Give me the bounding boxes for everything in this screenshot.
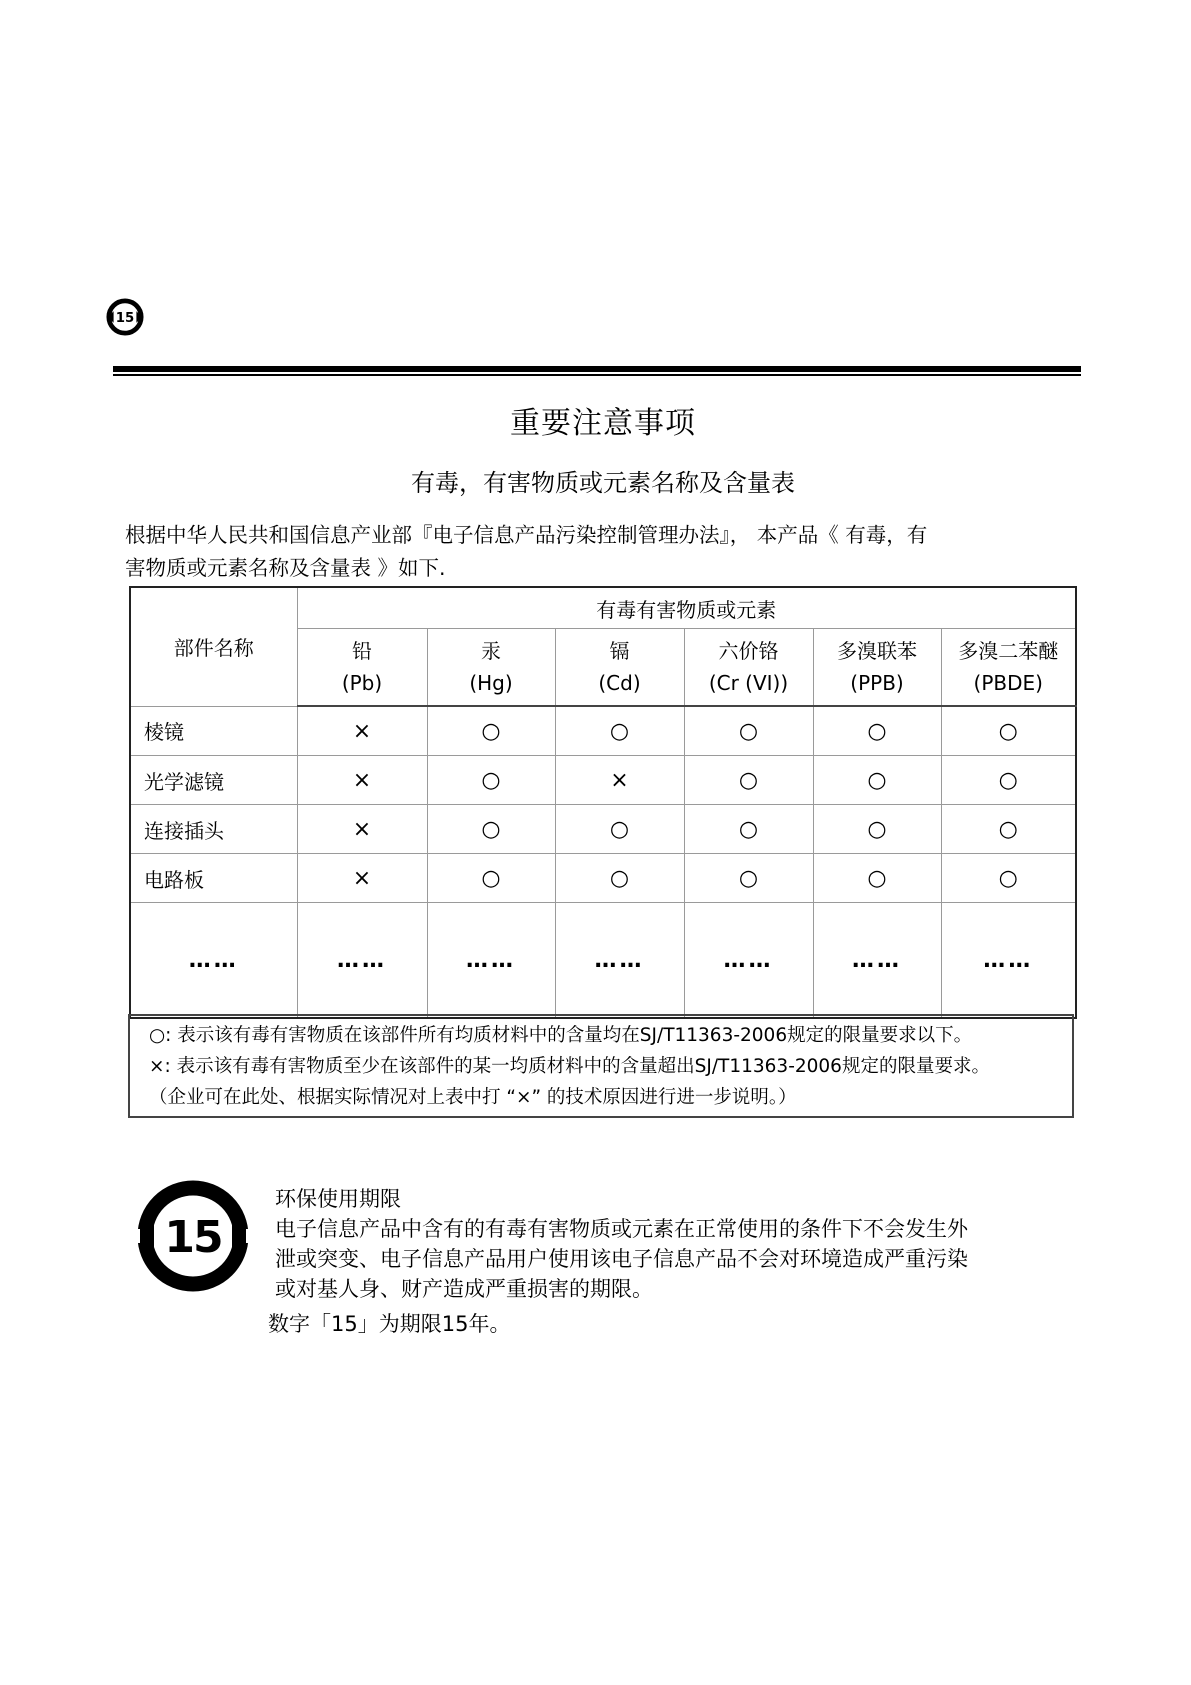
column-header-chromium: 六价铬 (Cr (VI)) [684, 629, 813, 707]
table-cell: ○ [684, 706, 813, 756]
table-cell: ○ [684, 756, 813, 805]
legend-note-remark: （企业可在此处、根据实际情况对上表中打 “×” 的技术原因进行进一步说明。） [149, 1087, 797, 1108]
part-name-header: 部件名称 [130, 587, 297, 706]
small-logo-number: 15 [115, 310, 135, 326]
substance-group-header: 有毒有害物质或元素 [297, 587, 1076, 629]
intro-paragraph [125, 519, 1075, 585]
ellipsis-cell: …… [813, 903, 941, 1019]
intro-line: 害物质或元素名称及含量表 》如下. [125, 556, 446, 580]
table-cell: ○ [813, 706, 941, 756]
environmental-period-text-line: 或对基人身、财产造成严重损害的期限。 [275, 1277, 653, 1301]
part-name-cell: 棱镜 [130, 706, 297, 756]
table-cell: × [297, 805, 427, 854]
part-name-cell: 连接插头 [130, 805, 297, 854]
legend-note-cross: ×: 表示该有毒有害物质至少在该部件的某一均质材料中的含量超出SJ/T11363-2006规定的限量要求。 [149, 1056, 990, 1077]
environmental-period-section [275, 1184, 1075, 1304]
table-row [130, 805, 1076, 854]
table-cell: ○ [941, 756, 1076, 805]
table-cell: ○ [427, 706, 555, 756]
table-cell: ○ [684, 854, 813, 903]
column-header-pbde: 多溴二苯醚 (PBDE) [941, 629, 1076, 707]
header-rule-thick [113, 366, 1081, 372]
column-header-mercury: 汞 (Hg) [427, 629, 555, 707]
ellipsis-cell: …… [130, 903, 297, 1019]
table-row [130, 854, 1076, 903]
years-note: 数字「15」为期限15年。 [268, 1312, 511, 1336]
table-cell: ○ [813, 805, 941, 854]
table-cell: ○ [813, 854, 941, 903]
table-cell: ○ [555, 805, 684, 854]
legend-note-box [128, 1014, 1074, 1118]
ellipsis-cell: …… [427, 903, 555, 1019]
ellipsis-cell: …… [684, 903, 813, 1019]
header-rule-thin [113, 374, 1081, 376]
table-cell: × [555, 756, 684, 805]
environmental-period-logo-small [106, 298, 144, 336]
page-subtitle: 有毒，有害物质或元素名称及含量表 [411, 469, 795, 497]
page-title: 重要注意事项 [510, 406, 696, 441]
legend-note-circle: ○: 表示该有毒有害物质在该部件所有均质材料中的含量均在SJ/T11363-2006规定的限量要求以下。 [149, 1025, 973, 1046]
table-cell: × [297, 854, 427, 903]
big-logo-number: 15 [164, 1212, 222, 1263]
table-cell: ○ [813, 756, 941, 805]
table-cell: ○ [555, 706, 684, 756]
ellipsis-cell: …… [555, 903, 684, 1019]
column-header-ppb: 多溴联苯 (PPB) [813, 629, 941, 707]
table-cell: ○ [941, 805, 1076, 854]
table-cell: ○ [941, 854, 1076, 903]
table-cell: ○ [427, 805, 555, 854]
table-cell: ○ [427, 854, 555, 903]
part-name-cell: 电路板 [130, 854, 297, 903]
table-cell: × [297, 756, 427, 805]
hazardous-substances-table [129, 586, 1077, 1019]
environmental-period-logo [130, 1173, 256, 1299]
ellipsis-cell: …… [941, 903, 1076, 1019]
ellipsis-cell: …… [297, 903, 427, 1019]
table-row [130, 756, 1076, 805]
table-cell: ○ [684, 805, 813, 854]
environmental-period-text-line: 电子信息产品中含有的有毒有害物质或元素在正常使用的条件下不会发生外 [275, 1217, 968, 1241]
intro-line: 根据中华人民共和国信息产业部『电子信息产品污染控制管理办法』， 本产品《 有毒，有 [125, 523, 928, 547]
table-row [130, 706, 1076, 756]
column-header-lead: 铅 (Pb) [297, 629, 427, 707]
environmental-period-title: 环保使用期限 [275, 1187, 401, 1211]
table-cell: ○ [941, 706, 1076, 756]
table-cell: ○ [555, 854, 684, 903]
column-header-cadmium: 镉 (Cd) [555, 629, 684, 707]
table-cell: × [297, 706, 427, 756]
table-cell: ○ [427, 756, 555, 805]
table-row-ellipsis [130, 903, 1076, 1019]
part-name-cell: 光学滤镜 [130, 756, 297, 805]
environmental-period-text-line: 泄或突变、电子信息产品用户使用该电子信息产品不会对环境造成严重污染 [275, 1247, 968, 1271]
